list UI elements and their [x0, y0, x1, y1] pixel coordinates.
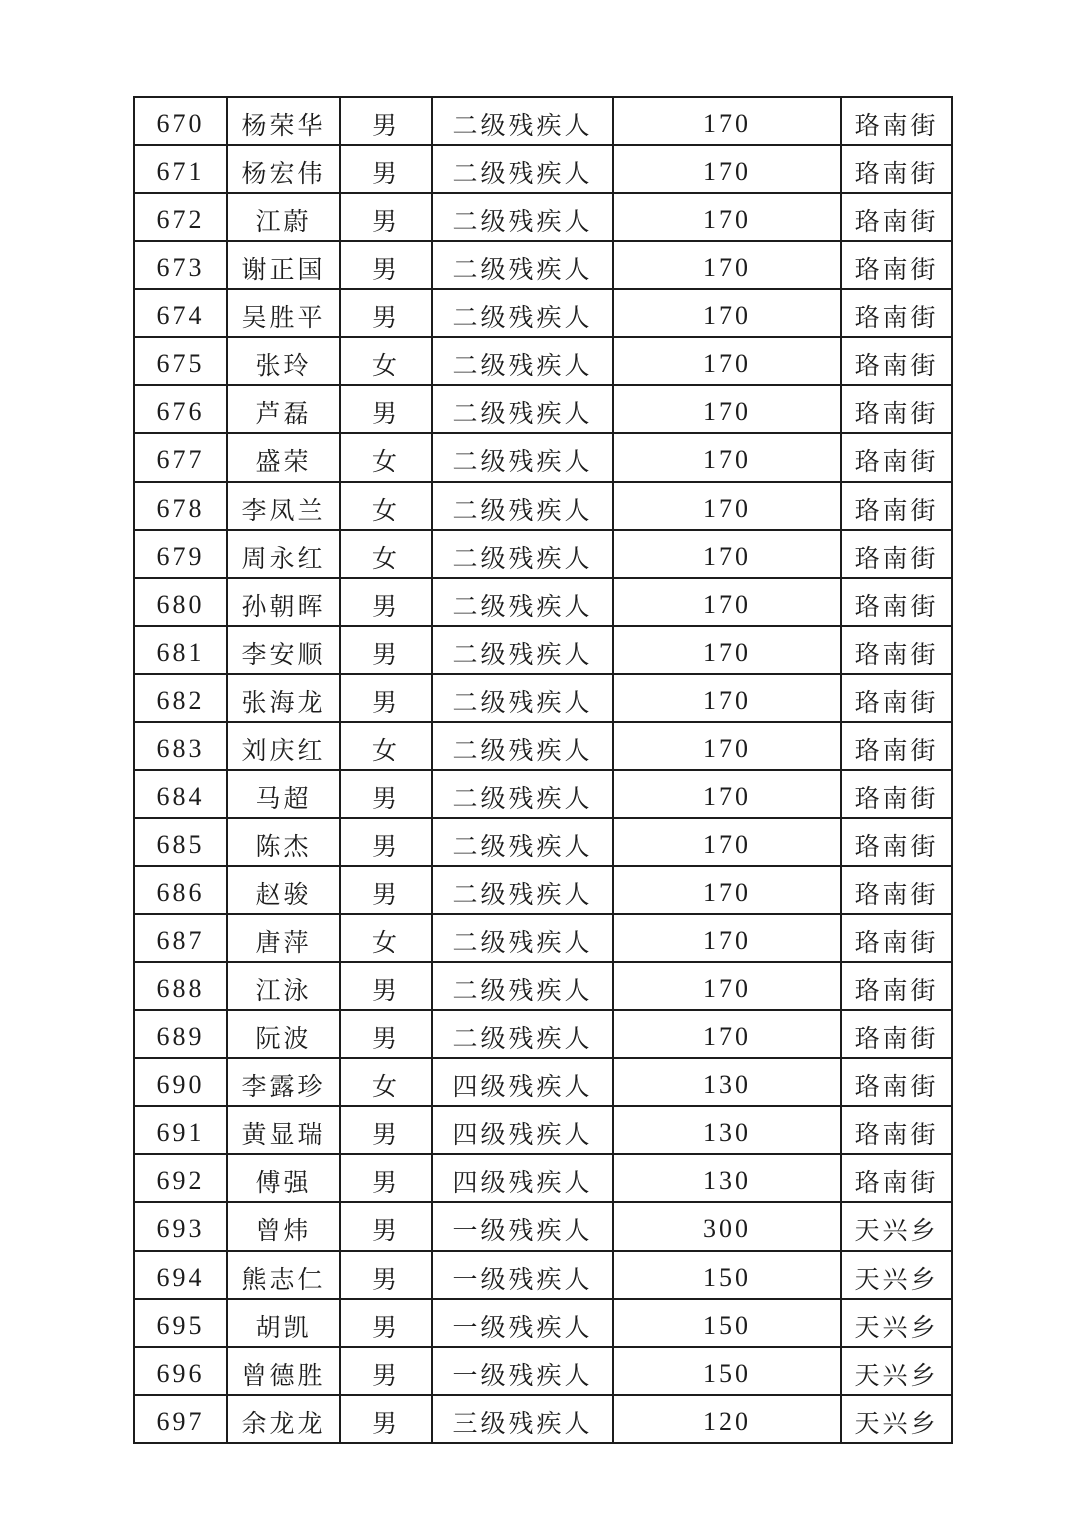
cell-district: 珞南街 [841, 818, 952, 866]
cell-amount: 150 [613, 1251, 841, 1299]
cell-person-name: 江泳 [227, 962, 340, 1010]
cell-gender: 男 [340, 818, 432, 866]
cell-gender: 男 [340, 1202, 432, 1250]
table-row [134, 1395, 952, 1443]
cell-gender: 女 [340, 530, 432, 578]
cell-gender: 男 [340, 1395, 432, 1443]
table-row [134, 145, 952, 193]
cell-serial-number: 694 [134, 1251, 227, 1299]
cell-person-name: 杨荣华 [227, 97, 340, 145]
cell-district: 珞南街 [841, 1058, 952, 1106]
cell-gender: 男 [340, 1010, 432, 1058]
cell-gender: 男 [340, 385, 432, 433]
cell-amount: 170 [613, 1010, 841, 1058]
table-row [134, 289, 952, 337]
cell-amount: 170 [613, 97, 841, 145]
cell-serial-number: 692 [134, 1154, 227, 1202]
cell-person-name: 芦磊 [227, 385, 340, 433]
table-row [134, 530, 952, 578]
cell-disability-category: 一级残疾人 [432, 1347, 613, 1395]
cell-gender: 女 [340, 722, 432, 770]
cell-amount: 170 [613, 337, 841, 385]
cell-district: 珞南街 [841, 530, 952, 578]
table-row [134, 914, 952, 962]
cell-disability-category: 二级残疾人 [432, 722, 613, 770]
cell-disability-category: 一级残疾人 [432, 1251, 613, 1299]
cell-person-name: 曾德胜 [227, 1347, 340, 1395]
cell-amount: 170 [613, 289, 841, 337]
cell-amount: 170 [613, 674, 841, 722]
cell-amount: 150 [613, 1347, 841, 1395]
cell-gender: 女 [340, 914, 432, 962]
cell-person-name: 刘庆红 [227, 722, 340, 770]
cell-amount: 170 [613, 818, 841, 866]
cell-serial-number: 679 [134, 530, 227, 578]
table-row [134, 1106, 952, 1154]
cell-amount: 170 [613, 866, 841, 914]
cell-gender: 女 [340, 1058, 432, 1106]
cell-amount: 170 [613, 145, 841, 193]
table-row [134, 722, 952, 770]
cell-person-name: 李凤兰 [227, 482, 340, 530]
cell-district: 珞南街 [841, 145, 952, 193]
cell-district: 珞南街 [841, 866, 952, 914]
cell-disability-category: 二级残疾人 [432, 289, 613, 337]
cell-district: 珞南街 [841, 674, 952, 722]
cell-serial-number: 677 [134, 433, 227, 481]
cell-gender: 男 [340, 97, 432, 145]
cell-amount: 150 [613, 1299, 841, 1347]
table-row [134, 1251, 952, 1299]
cell-district: 珞南街 [841, 1010, 952, 1058]
table-row [134, 337, 952, 385]
table-row [134, 97, 952, 145]
cell-person-name: 吴胜平 [227, 289, 340, 337]
cell-disability-category: 二级残疾人 [432, 914, 613, 962]
table-row [134, 1202, 952, 1250]
table-row [134, 1154, 952, 1202]
cell-amount: 130 [613, 1154, 841, 1202]
cell-district: 珞南街 [841, 914, 952, 962]
table-row [134, 626, 952, 674]
cell-disability-category: 二级残疾人 [432, 385, 613, 433]
cell-disability-category: 二级残疾人 [432, 337, 613, 385]
cell-disability-category: 二级残疾人 [432, 866, 613, 914]
cell-disability-category: 二级残疾人 [432, 770, 613, 818]
cell-person-name: 周永红 [227, 530, 340, 578]
subsidy-roster-table [133, 96, 953, 1444]
table-row [134, 482, 952, 530]
cell-serial-number: 697 [134, 1395, 227, 1443]
cell-serial-number: 675 [134, 337, 227, 385]
cell-district: 珞南街 [841, 241, 952, 289]
cell-disability-category: 三级残疾人 [432, 1395, 613, 1443]
cell-gender: 男 [340, 962, 432, 1010]
cell-person-name: 唐萍 [227, 914, 340, 962]
cell-district: 天兴乡 [841, 1202, 952, 1250]
cell-disability-category: 二级残疾人 [432, 193, 613, 241]
cell-disability-category: 二级残疾人 [432, 578, 613, 626]
cell-disability-category: 二级残疾人 [432, 530, 613, 578]
cell-amount: 170 [613, 385, 841, 433]
cell-gender: 男 [340, 289, 432, 337]
cell-serial-number: 682 [134, 674, 227, 722]
cell-amount: 170 [613, 578, 841, 626]
cell-district: 珞南街 [841, 482, 952, 530]
cell-serial-number: 676 [134, 385, 227, 433]
cell-gender: 男 [340, 866, 432, 914]
table-row [134, 770, 952, 818]
cell-serial-number: 690 [134, 1058, 227, 1106]
cell-gender: 男 [340, 578, 432, 626]
cell-district: 珞南街 [841, 962, 952, 1010]
cell-disability-category: 四级残疾人 [432, 1106, 613, 1154]
cell-person-name: 傅强 [227, 1154, 340, 1202]
cell-person-name: 赵骏 [227, 866, 340, 914]
cell-serial-number: 686 [134, 866, 227, 914]
cell-amount: 300 [613, 1202, 841, 1250]
cell-serial-number: 670 [134, 97, 227, 145]
cell-amount: 170 [613, 914, 841, 962]
cell-person-name: 阮波 [227, 1010, 340, 1058]
cell-district: 珞南街 [841, 578, 952, 626]
cell-disability-category: 四级残疾人 [432, 1154, 613, 1202]
cell-gender: 男 [340, 1299, 432, 1347]
cell-amount: 170 [613, 433, 841, 481]
cell-disability-category: 二级残疾人 [432, 433, 613, 481]
cell-disability-category: 一级残疾人 [432, 1202, 613, 1250]
cell-disability-category: 二级残疾人 [432, 482, 613, 530]
table-row [134, 674, 952, 722]
cell-gender: 男 [340, 1251, 432, 1299]
cell-district: 珞南街 [841, 1154, 952, 1202]
cell-serial-number: 671 [134, 145, 227, 193]
cell-district: 天兴乡 [841, 1395, 952, 1443]
cell-person-name: 盛荣 [227, 433, 340, 481]
cell-disability-category: 二级残疾人 [432, 1010, 613, 1058]
table-row [134, 578, 952, 626]
cell-amount: 170 [613, 770, 841, 818]
table-row [134, 866, 952, 914]
cell-amount: 130 [613, 1106, 841, 1154]
table-row [134, 193, 952, 241]
cell-serial-number: 684 [134, 770, 227, 818]
cell-disability-category: 四级残疾人 [432, 1058, 613, 1106]
cell-gender: 女 [340, 482, 432, 530]
table-row [134, 433, 952, 481]
cell-amount: 170 [613, 962, 841, 1010]
cell-person-name: 李露珍 [227, 1058, 340, 1106]
cell-serial-number: 687 [134, 914, 227, 962]
cell-serial-number: 673 [134, 241, 227, 289]
cell-gender: 男 [340, 241, 432, 289]
table-row [134, 1299, 952, 1347]
cell-serial-number: 691 [134, 1106, 227, 1154]
cell-district: 珞南街 [841, 337, 952, 385]
cell-serial-number: 672 [134, 193, 227, 241]
cell-district: 珞南街 [841, 433, 952, 481]
cell-amount: 170 [613, 241, 841, 289]
cell-person-name: 杨宏伟 [227, 145, 340, 193]
cell-person-name: 陈杰 [227, 818, 340, 866]
cell-person-name: 黄显瑞 [227, 1106, 340, 1154]
cell-serial-number: 685 [134, 818, 227, 866]
cell-gender: 男 [340, 1154, 432, 1202]
cell-gender: 男 [340, 193, 432, 241]
roster-table-body [134, 97, 952, 1443]
cell-person-name: 马超 [227, 770, 340, 818]
cell-district: 珞南街 [841, 193, 952, 241]
cell-district: 珞南街 [841, 722, 952, 770]
cell-amount: 170 [613, 722, 841, 770]
cell-serial-number: 696 [134, 1347, 227, 1395]
cell-person-name: 李安顺 [227, 626, 340, 674]
cell-disability-category: 二级残疾人 [432, 626, 613, 674]
cell-district: 珞南街 [841, 626, 952, 674]
cell-amount: 170 [613, 482, 841, 530]
cell-gender: 男 [340, 1106, 432, 1154]
cell-serial-number: 674 [134, 289, 227, 337]
cell-disability-category: 二级残疾人 [432, 97, 613, 145]
cell-gender: 女 [340, 337, 432, 385]
cell-district: 珞南街 [841, 289, 952, 337]
cell-district: 天兴乡 [841, 1299, 952, 1347]
cell-gender: 男 [340, 145, 432, 193]
table-row [134, 818, 952, 866]
cell-serial-number: 681 [134, 626, 227, 674]
table-row [134, 385, 952, 433]
cell-disability-category: 二级残疾人 [432, 818, 613, 866]
cell-amount: 170 [613, 626, 841, 674]
cell-amount: 170 [613, 193, 841, 241]
cell-amount: 120 [613, 1395, 841, 1443]
cell-person-name: 胡凯 [227, 1299, 340, 1347]
cell-gender: 男 [340, 1347, 432, 1395]
cell-district: 天兴乡 [841, 1251, 952, 1299]
cell-gender: 男 [340, 626, 432, 674]
cell-serial-number: 683 [134, 722, 227, 770]
cell-district: 珞南街 [841, 385, 952, 433]
cell-disability-category: 二级残疾人 [432, 145, 613, 193]
cell-disability-category: 二级残疾人 [432, 674, 613, 722]
cell-amount: 170 [613, 530, 841, 578]
cell-person-name: 谢正国 [227, 241, 340, 289]
cell-amount: 130 [613, 1058, 841, 1106]
cell-district: 珞南街 [841, 770, 952, 818]
cell-disability-category: 二级残疾人 [432, 962, 613, 1010]
cell-person-name: 熊志仁 [227, 1251, 340, 1299]
cell-gender: 男 [340, 770, 432, 818]
table-row [134, 1347, 952, 1395]
cell-serial-number: 689 [134, 1010, 227, 1058]
cell-gender: 男 [340, 674, 432, 722]
cell-person-name: 余龙龙 [227, 1395, 340, 1443]
cell-gender: 女 [340, 433, 432, 481]
table-row [134, 962, 952, 1010]
table-row [134, 241, 952, 289]
cell-serial-number: 688 [134, 962, 227, 1010]
cell-district: 天兴乡 [841, 1347, 952, 1395]
table-row [134, 1010, 952, 1058]
cell-person-name: 张玲 [227, 337, 340, 385]
cell-person-name: 江蔚 [227, 193, 340, 241]
cell-district: 珞南街 [841, 97, 952, 145]
cell-serial-number: 693 [134, 1202, 227, 1250]
cell-district: 珞南街 [841, 1106, 952, 1154]
cell-serial-number: 680 [134, 578, 227, 626]
cell-person-name: 孙朝晖 [227, 578, 340, 626]
cell-person-name: 张海龙 [227, 674, 340, 722]
cell-person-name: 曾炜 [227, 1202, 340, 1250]
cell-disability-category: 二级残疾人 [432, 241, 613, 289]
table-row [134, 1058, 952, 1106]
cell-disability-category: 一级残疾人 [432, 1299, 613, 1347]
cell-serial-number: 678 [134, 482, 227, 530]
cell-serial-number: 695 [134, 1299, 227, 1347]
